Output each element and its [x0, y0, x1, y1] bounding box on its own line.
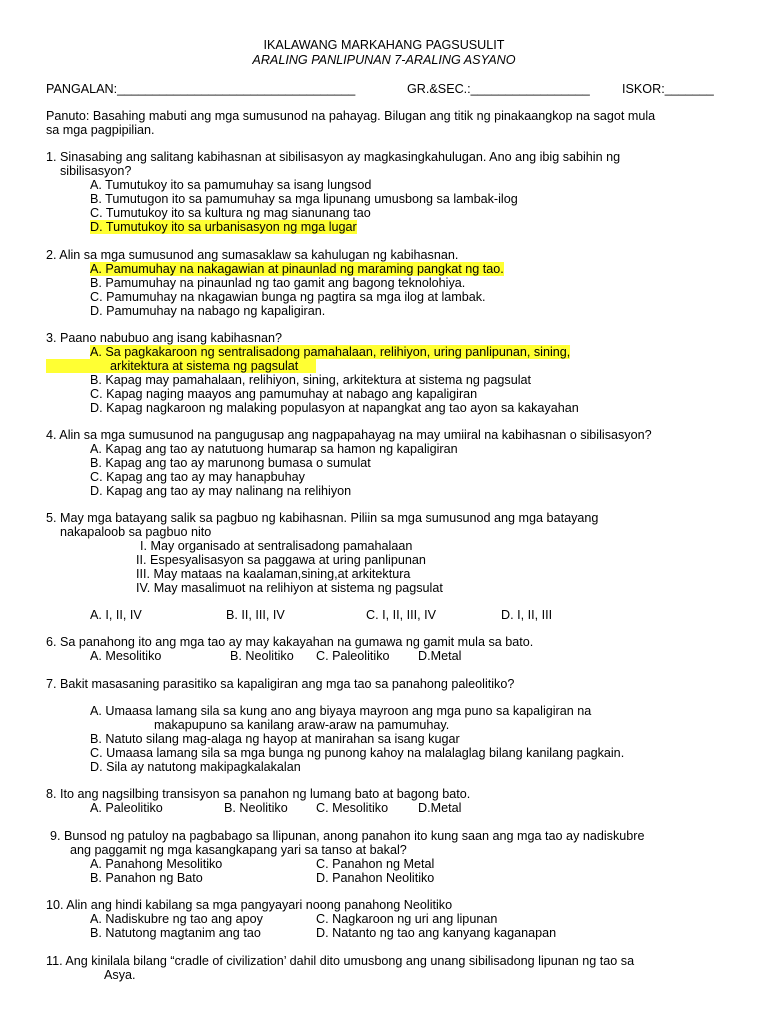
q9-option-a: A. Panahong Mesolitiko	[90, 857, 223, 871]
q3-option-a-cont-highlighted: arkitektura at sistema ng pagsulat	[46, 359, 316, 373]
section-field: GR.&SEC.:_________________	[407, 82, 590, 96]
q6-option-a: A. Mesolitiko	[90, 649, 162, 663]
q9-option-c: C. Panahon ng Metal	[316, 857, 435, 871]
q7-stem: 7. Bakit masasaning parasitiko sa kapaligiran ang mga tao sa panahong paleolitiko?	[46, 677, 515, 691]
q8-stem: 8. Ito ang nagsilbing transisyon sa panahon ng lumang bato at bagong bato.	[46, 787, 471, 801]
q2-stem: 2. Alin sa mga sumusunod ang sumasaklaw sa kahulugan ng kabihasnan.	[46, 248, 459, 262]
q6-stem: 6. Sa panahong ito ang mga tao ay may kakayahan na gumawa ng gamit mula sa bato.	[46, 635, 534, 649]
q5-option-b: B. II, III, IV	[226, 608, 285, 622]
q8-option-b: B. Neolitiko	[224, 801, 288, 815]
q2-option-c: C. Pamumuhay na nkagawian bunga ng pagtira sa mga ilog at lambak.	[90, 290, 486, 304]
q6-option-d: D.Metal	[418, 649, 462, 663]
q7-option-d: D. Sila ay natutong makipagkalakalan	[90, 760, 301, 774]
name-field: PANGALAN:__________________________________	[46, 82, 356, 96]
q9-option-b: B. Panahon ng Bato	[90, 871, 203, 885]
q10-option-c: C. Nagkaroon ng uri ang lipunan	[316, 912, 498, 926]
q5-item-iv: IV. May masalimuot na relihiyon at sistema ng pagsulat	[136, 581, 443, 595]
q4-option-d: D. Kapag ang tao ay may nalinang na relihiyon	[90, 484, 352, 498]
q9-option-d: D. Panahon Neolitiko	[316, 871, 435, 885]
q8-option-d: D.Metal	[418, 801, 462, 815]
q5-item-iii: III. May mataas na kaalaman,sining,at arkitektura	[136, 567, 411, 581]
q7-option-a: A. Umaasa lamang sila sa kung ano ang biyaya mayroon ang mga puno sa kapaligiran na	[90, 704, 592, 718]
q2-option-b: B. Pamumuhay na pinaunlad ng tao gamit ang bagong teknolohiya.	[90, 276, 466, 290]
q3-stem: 3. Paano nabubuo ang isang kabihasnan?	[46, 331, 282, 345]
q1-option-c: C. Tumutukoy ito sa kultura ng mag sianunang tao	[90, 206, 371, 220]
q9-stem: 9. Bunsod ng patuloy na pagbabago sa llipunan, anong panahon ito kung saan ang mga tao ay nadiskubre	[50, 829, 645, 843]
instructions-line-2: sa mga pagpipilian.	[46, 123, 155, 137]
q11-stem-cont: Asya.	[104, 968, 136, 982]
instructions-line-1: Panuto: Basahing mabuti ang mga sumusunod na pahayag. Bilugan ang titik ng pinakaangkop na sagot mula	[46, 109, 656, 123]
q8-option-c: C. Mesolitiko	[316, 801, 389, 815]
q7-option-c: C. Umaasa lamang sila sa mga bunga ng punong kahoy na malalaglag bilang kanilang pagkain.	[90, 746, 625, 760]
q3-option-b: B. Kapag may pamahalaan, relihiyon, sining, arkitektura at sistema ng pagsulat	[90, 373, 532, 387]
q7-option-a-cont: makapupuno sa kanilang araw-araw na pamumuhay.	[154, 718, 450, 732]
q6-option-c: C. Paleolitiko	[316, 649, 390, 663]
score-field: ISKOR:_______	[622, 82, 714, 96]
q8-option-a: A. Paleolitiko	[90, 801, 163, 815]
q4-option-c: C. Kapag ang tao ay may hanapbuhay	[90, 470, 305, 484]
exam-subtitle: ARALING PANLIPUNAN 7-ARALING ASYANO	[252, 53, 516, 67]
q1-option-a: A. Tumutukoy ito sa pamumuhay sa isang lungsod	[90, 178, 372, 192]
q1-stem-cont: sibilisasyon?	[60, 164, 132, 178]
q10-option-a: A. Nadiskubre ng tao ang apoy	[90, 912, 263, 926]
q11-stem: 11. Ang kinilala bilang “cradle of civilization’ dahil dito umusbong ang unang sibilisadong lipunan ng tao sa	[46, 954, 635, 968]
q10-stem: 10. Alin ang hindi kabilang sa mga pangyayari noong panahong Neolitiko	[46, 898, 453, 912]
q4-option-a: A. Kapag ang tao ay natutuong humarap sa hamon ng kapaligiran	[90, 442, 458, 456]
q3-option-d: D. Kapag nagkaroon ng malaking populasyon at napangkat ang tao ayon sa kakayahan	[90, 401, 579, 415]
q1-option-b: B. Tumutugon ito sa pamumuhay sa mga lipunang umusbong sa lambak-ilog	[90, 192, 518, 206]
q5-stem: 5. May mga batayang salik sa pagbuo ng kabihasnan. Piliin sa mga sumusunod ang mga batayang	[46, 511, 599, 525]
q2-option-d: D. Pamumuhay na nabago ng kapaligiran.	[90, 304, 326, 318]
q2-option-a-highlighted: A. Pamumuhay na nakagawian at pinaunlad ng maraming pangkat ng tao.	[90, 262, 504, 276]
q5-option-a: A. I, II, IV	[90, 608, 142, 622]
q5-option-c: C. I, II, III, IV	[366, 608, 436, 622]
exam-title: IKALAWANG MARKAHANG PAGSUSULIT	[263, 38, 505, 52]
q5-item-i: I. May organisado at sentralisadong pamahalaan	[140, 539, 413, 553]
q10-option-d: D. Natanto ng tao ang kanyang kaganapan	[316, 926, 557, 940]
q4-stem: 4. Alin sa mga sumusunod na pangugusap ang nagpapahayag na may umiiral na kabihasnan o sibilisasyon?	[46, 428, 652, 442]
q4-option-b: B. Kapag ang tao ay marunong bumasa o sumulat	[90, 456, 371, 470]
q1-stem: 1. Sinasabing ang salitang kabihasnan at sibilisasyon ay magkasingkahulugan. Ano ang ibig sabihin ng	[46, 150, 621, 164]
q10-option-b: B. Natutong magtanim ang tao	[90, 926, 261, 940]
q6-option-b: B. Neolitiko	[230, 649, 294, 663]
q5-stem-cont: nakapaloob sa pagbuo nito	[60, 525, 212, 539]
q5-item-ii: II. Espesyalisasyon sa paggawa at uring panlipunan	[136, 553, 426, 567]
q7-option-b: B. Natuto silang mag-alaga ng hayop at manirahan sa isang kugar	[90, 732, 460, 746]
q1-option-d-highlighted: D. Tumutukoy ito sa urbanisasyon ng mga lugar	[90, 220, 357, 234]
q9-stem-cont: ang paggamit ng mga kasangkapang yari sa tanso at bakal?	[70, 843, 407, 857]
q3-option-c: C. Kapag naging maayos ang pamumuhay at nabago ang kapaligiran	[90, 387, 478, 401]
q3-option-a-highlighted: A. Sa pagkakaroon ng sentralisadong pamahalaan, relihiyon, uring panlipunan, sining,	[90, 345, 571, 359]
q5-option-d: D. I, II, III	[501, 608, 553, 622]
